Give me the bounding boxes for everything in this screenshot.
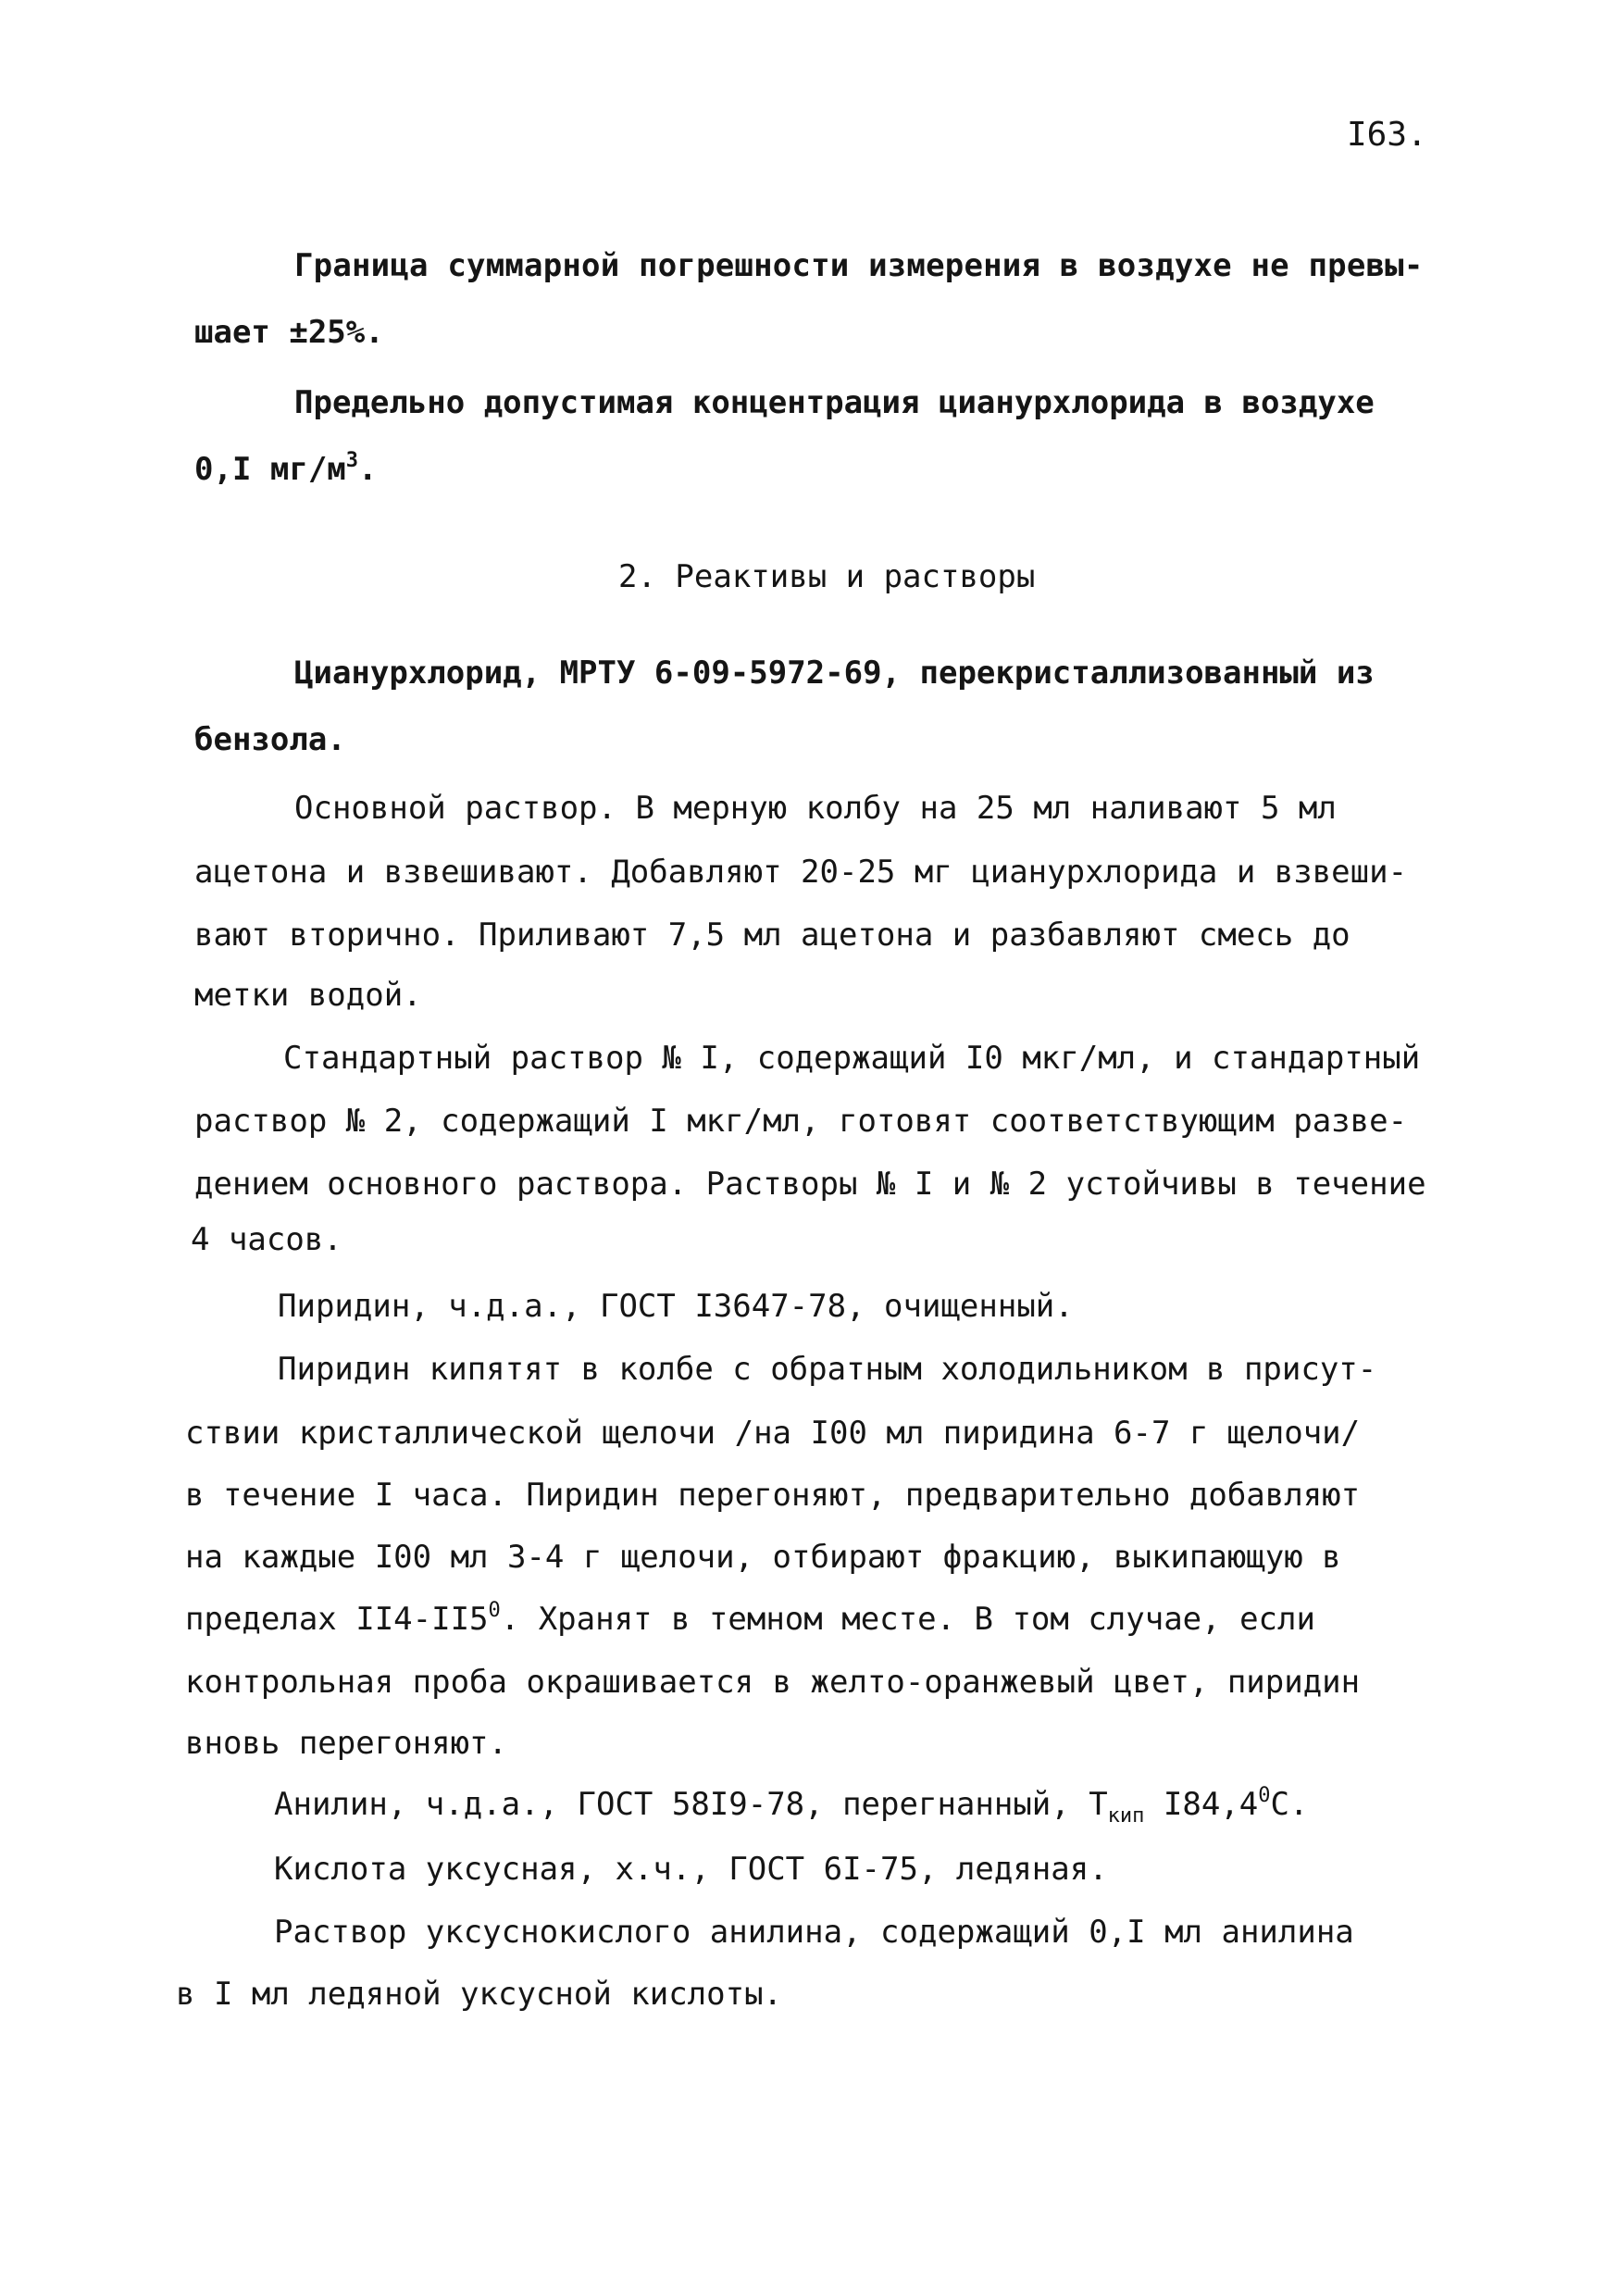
subscript: кип bbox=[1107, 1804, 1145, 1828]
text-line bbox=[185, 1599, 1315, 1638]
text-line: 4 часов. bbox=[191, 1221, 342, 1258]
text-fragment: пределах II4-II5 bbox=[185, 1601, 489, 1638]
text-line: Пиридин, ч.д.а., ГОСТ I3647-78, очищенный. bbox=[278, 1288, 1074, 1325]
text-line: в I мл ледяной уксусной кислоты. bbox=[176, 1976, 783, 2013]
text-line: Цианурхлорид, МРТУ 6-09-5972-69, перекристаллизованный из bbox=[294, 655, 1375, 692]
text-line: раствор № 2, содержащий I мкг/мл, готовят соответствующим разве- bbox=[194, 1103, 1408, 1140]
text-fragment: Анилин, ч.д.а., ГОСТ 58I9-78, перегнанный, Т bbox=[274, 1786, 1108, 1823]
text-fragment: 0,I мг/м bbox=[194, 451, 346, 488]
text-fragment: I84,4 bbox=[1144, 1786, 1259, 1823]
text-fragment: С. bbox=[1270, 1786, 1309, 1823]
text-line: на каждые I00 мл 3-4 г щелочи, отбирают фракцию, выкипающую в bbox=[185, 1539, 1341, 1576]
text-line: ацетона и взвешивают. Добавляют 20-25 мг цианурхлорида и взвеши- bbox=[194, 854, 1408, 891]
text-fragment: . bbox=[358, 451, 378, 488]
text-line: метки водой. bbox=[194, 977, 422, 1014]
superscript: 0 bbox=[488, 1599, 501, 1622]
text-line: Кислота уксусная, х.ч., ГОСТ 6I-75, ледяная. bbox=[274, 1851, 1108, 1888]
text-line: Пиридин кипятят в колбе с обратным холодильником в присут- bbox=[278, 1351, 1377, 1388]
text-line bbox=[194, 449, 378, 488]
section-title: 2. Реактивы и растворы bbox=[618, 558, 1036, 595]
text-line: бензола. bbox=[194, 721, 346, 758]
text-line: дением основного раствора. Растворы № I и № 2 устойчивы в течение bbox=[194, 1166, 1426, 1203]
text-line: вают вторично. Приливают 7,5 мл ацетона и разбавляют смесь до bbox=[194, 917, 1350, 954]
text-line: Стандартный раствор № I, содержащий I0 мкг/мл, и стандартный bbox=[283, 1040, 1421, 1077]
superscript: 3 bbox=[345, 449, 359, 472]
text-line: в течение I часа. Пиридин перегоняют, предварительно добавляют bbox=[185, 1477, 1361, 1514]
page-number: I63. bbox=[1347, 116, 1427, 154]
text-line: Предельно допустимая концентрация цианурхлорида в воздухе bbox=[294, 384, 1375, 421]
text-fragment: . Хранят в темном месте. В том случае, если bbox=[500, 1601, 1315, 1638]
text-line: Основной раствор. В мерную колбу на 25 мл наливают 5 мл bbox=[294, 790, 1337, 827]
text-line: контрольная проба окрашивается в желто-оранжевый цвет, пиридин bbox=[185, 1664, 1361, 1701]
text-line: Граница суммарной погрешности измерения в воздухе не превы- bbox=[294, 247, 1424, 284]
superscript: 0 bbox=[1258, 1784, 1271, 1807]
text-line bbox=[274, 1784, 1309, 1828]
text-line: ствии кристаллической щелочи /на I00 мл пиридина 6-7 г щелочи/ bbox=[185, 1415, 1361, 1452]
text-line: вновь перегоняют. bbox=[185, 1725, 507, 1762]
text-line: Раствор уксуснокислого анилина, содержащий 0,I мл анилина bbox=[274, 1914, 1354, 1951]
text-line: шает ±25%. bbox=[194, 314, 384, 351]
